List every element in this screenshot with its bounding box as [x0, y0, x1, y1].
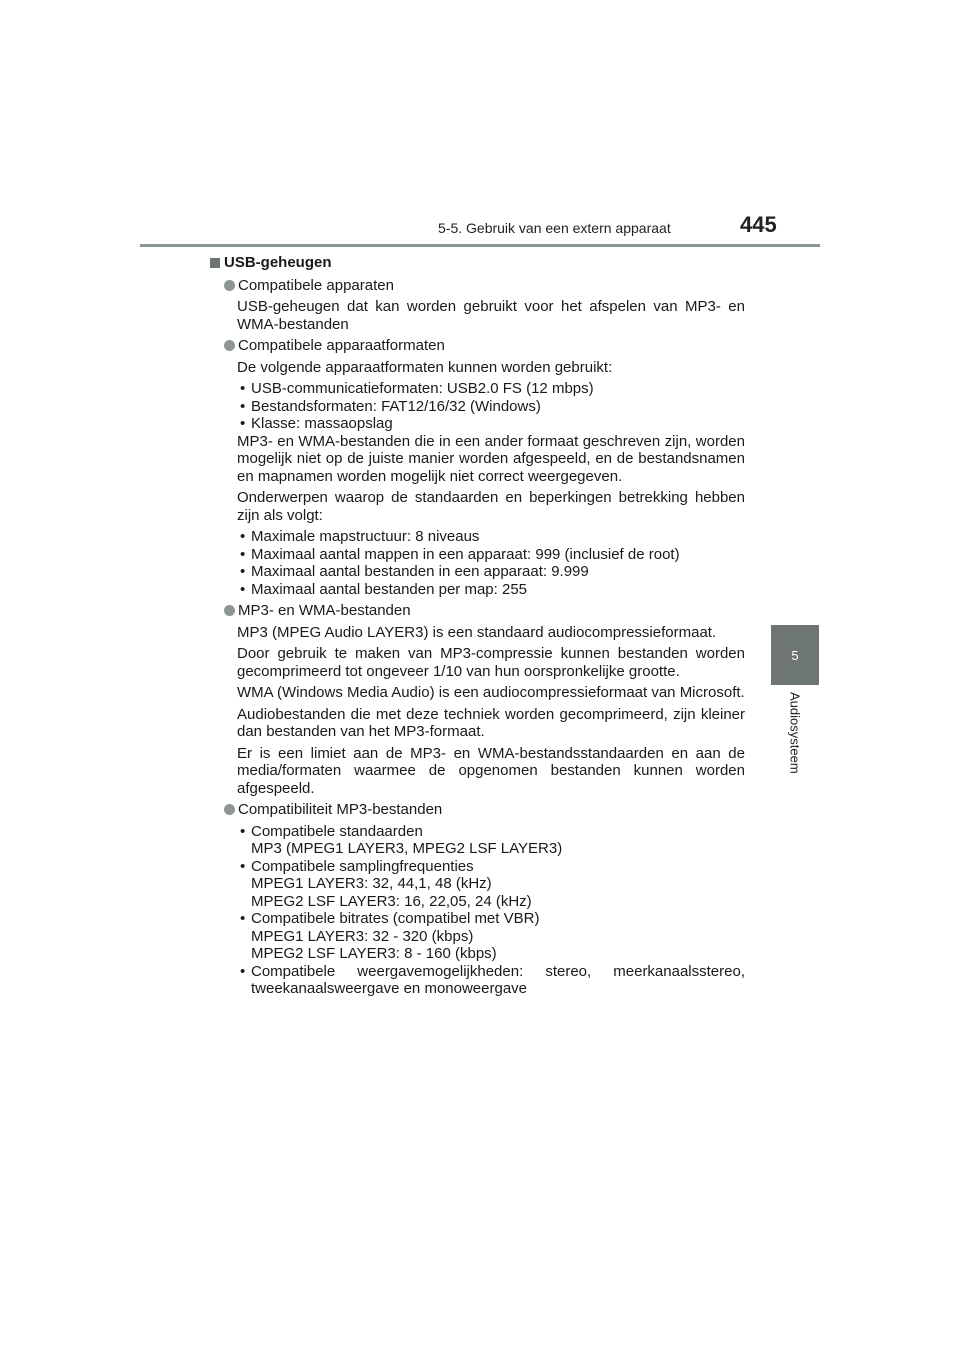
list-item: [237, 910, 745, 963]
paragraph: Er is een limiet aan de MP3- en WMA-bestandsstandaarden en aan de media/formaten waarmee de opgenomen bestanden kunnen worden afgespeeld.: [237, 744, 745, 797]
list-item-label: Compatibele weergavemogelijkheden: stereo, meerkanaalsstereo, tweekanaalsweergave en monoweergave: [251, 962, 745, 997]
list-item: [237, 963, 745, 998]
circle-bullet-icon: [224, 280, 235, 291]
page-content: [210, 254, 745, 998]
circle-bullet-icon: [224, 605, 235, 616]
header-divider: [140, 244, 820, 247]
list-item: • Klasse: massaopslag: [237, 415, 745, 433]
paragraph: Onderwerpen waarop de standaarden en beperkingen betrekking hebben zijn als volgt:: [237, 489, 745, 524]
list-item-label: Compatibele standaarden: [251, 822, 423, 840]
chapter-label-text: Audiosysteem: [787, 692, 803, 774]
paragraph: MP3- en WMA-bestanden die in een ander formaat geschreven zijn, worden mogelijk niet op de juiste manier worden afgespeeld, en de bestandsnamen en mapnamen worden mogelijk niet correct weergegeven.: [237, 432, 745, 485]
bullet-list: [237, 823, 745, 998]
paragraph: MP3 (MPEG Audio LAYER3) is een standaard audiocompressieformaat.: [237, 623, 717, 641]
list-item-detail: MPEG1 LAYER3: 32 - 320 (kbps): [251, 927, 474, 945]
paragraph: Audiobestanden die met deze techniek worden gecomprimeerd, zijn kleiner dan bestanden van het MP3-formaat.: [237, 705, 745, 740]
list-item-label: Compatibele bitrates (compatibel met VBR): [251, 910, 540, 927]
square-bullet-icon: [210, 258, 220, 268]
list-item: • Maximaal aantal mappen in een apparaat: 999 (inclusief de root): [237, 546, 745, 564]
section-heading-text: USB-geheugen: [224, 254, 332, 271]
list-item-detail: MPEG1 LAYER3: 32, 44,1, 48 (kHz): [251, 875, 492, 892]
list-item: • Bestandsformaten: FAT12/16/32 (Windows): [237, 398, 745, 416]
item-title-text: MP3- en WMA-bestanden: [238, 602, 411, 619]
running-header: 5-5. Gebruik van een extern apparaat: [438, 220, 671, 236]
item-title-text: Compatibele apparaten: [238, 276, 394, 294]
paragraph: Door gebruik te maken van MP3-compressie kunnen bestanden worden gecomprimeerd tot ongeveer 1/10 van hun oorspronkelijke grootte.: [237, 645, 745, 680]
bullet-list: [237, 380, 745, 433]
list-item: • Maximale mapstructuur: 8 niveaus: [237, 528, 745, 546]
chapter-number: 5: [791, 647, 799, 663]
list-item-detail: MP3 (MPEG1 LAYER3, MPEG2 LSF LAYER3): [251, 840, 563, 857]
list-item: [237, 858, 745, 911]
list-item-detail: MPEG2 LSF LAYER3: 8 - 160 (kbps): [251, 945, 497, 962]
item-title: [224, 277, 745, 295]
list-item: [237, 823, 745, 858]
list-item: • USB-communicatieformaten: USB2.0 FS (12 mbps): [237, 380, 745, 398]
item-title: [224, 602, 745, 620]
list-item: • Maximaal aantal bestanden per map: 255: [237, 581, 745, 599]
paragraph: WMA (Windows Media Audio) is een audiocompressieformaat van Microsoft.: [237, 684, 745, 701]
item-title: [224, 337, 745, 355]
list-item-label: Compatibele samplingfrequenties: [251, 857, 474, 875]
page-number: 445: [740, 212, 777, 237]
chapter-tab: [771, 625, 819, 685]
item-title-text: Compatibele apparaatformaten: [238, 337, 445, 354]
paragraph: De volgende apparaatformaten kunnen worden gebruikt:: [237, 358, 613, 376]
circle-bullet-icon: [224, 804, 235, 815]
chapter-label: [777, 692, 813, 812]
item-title: [224, 801, 745, 819]
list-item: • Maximaal aantal bestanden in een apparaat: 9.999: [237, 563, 745, 581]
item-title-text: Compatibiliteit MP3-bestanden: [238, 801, 443, 818]
paragraph: USB-geheugen dat kan worden gebruikt voor het afspelen van MP3- en WMA-bestanden: [237, 298, 745, 333]
list-item-detail: MPEG2 LSF LAYER3: 16, 22,05, 24 (kHz): [251, 892, 532, 910]
circle-bullet-icon: [224, 340, 235, 351]
bullet-list: [237, 528, 745, 598]
section-heading: [210, 254, 745, 272]
